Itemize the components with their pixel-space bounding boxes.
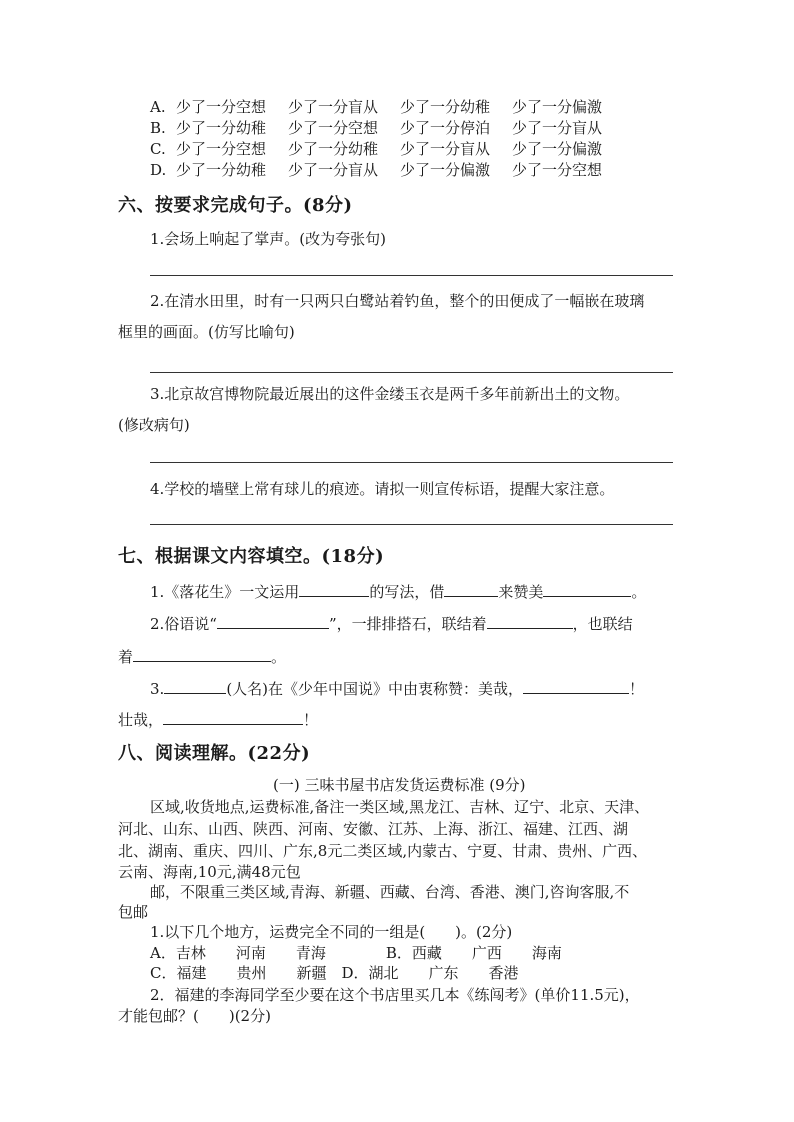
reading-paragraph-line: 河北、山东、山西、陕西、河南、安徽、江苏、上海、浙江、福建、江西、湖 — [118, 820, 629, 838]
fill-blank[interactable] — [133, 645, 271, 662]
reading-paragraph-line: 邮，不限重三类区域,青海、新疆、西藏、台湾、香港、澳门,咨询客服,不 — [150, 883, 630, 901]
section-6-question-3-line-1: 3.北京故宫博物院最近展出的这件金缕玉衣是两千多年前新出土的文物。 — [150, 385, 630, 403]
option-label: B. — [150, 119, 166, 137]
section-7-question-3-line-2 — [118, 708, 318, 730]
option-label: D. — [150, 161, 167, 179]
question-text: 壮哉， — [118, 711, 164, 729]
reading-question-2-line-1: 2．福建的李海同学至少要在这个书店里买几本《练闯考》(单价11.5元)， — [150, 986, 640, 1004]
question-text: ”，一排排搭石，联结着 — [328, 615, 487, 633]
fill-blank[interactable] — [523, 677, 629, 694]
option-item: 少了一分停泊 — [400, 119, 491, 137]
section-6-question-2-line-1: 2.在清水田里，时有一只两只白鹭站着钓鱼，整个的田便成了一幅嵌在玻璃 — [150, 292, 645, 310]
option-row-d — [150, 159, 602, 180]
question-text: 。 — [631, 583, 647, 601]
reading-paragraph-line: 区域,收货地点,运费标准,备注一类区域,黑龙江、吉林、辽宁、北京、天津、 — [150, 798, 650, 816]
option-row-c — [150, 138, 602, 159]
section-6-question-4: 4.学校的墙壁上常有球儿的痕迹。请拟一则宣传标语，提醒大家注意。 — [150, 480, 615, 498]
section-7-question-1 — [150, 580, 646, 602]
answer-line[interactable] — [150, 372, 673, 373]
option-row-a — [150, 96, 602, 117]
reading-subtitle: (一) 三味书屋书店发货运费标准 (9分) — [273, 776, 526, 794]
reading-question-2-line-2: 才能包邮？( )(2分) — [118, 1007, 271, 1025]
option-label: C. — [150, 140, 166, 158]
option-item: 少了一分空想 — [176, 98, 267, 116]
question-text: 2.俗语说“ — [150, 615, 217, 633]
section-6-question-3-line-2: (修改病句) — [118, 416, 190, 434]
fill-blank[interactable] — [163, 708, 303, 725]
option-item: 少了一分偏激 — [512, 98, 603, 116]
fill-blank[interactable] — [487, 612, 573, 629]
option-item: 少了一分盲从 — [400, 140, 491, 158]
option-row-b — [150, 117, 602, 138]
fill-blank[interactable] — [217, 612, 329, 629]
option-item: 少了一分盲从 — [512, 119, 603, 137]
reading-question-1-options-cd: C．福建 贵州 新疆 D．湖北 广东 香港 — [150, 964, 519, 982]
question-text: ！ — [629, 680, 645, 698]
reading-question-1-options-ab: A．吉林 河南 青海 B．西藏 广西 海南 — [150, 944, 562, 962]
question-text: ！ — [303, 711, 319, 729]
question-text: 3. — [150, 680, 165, 698]
option-item: 少了一分偏激 — [512, 140, 603, 158]
reading-paragraph-line: 北、湖南、重庆、四川、广东,8元二类区域,内蒙古、宁夏、甘肃、贵州、广西、 — [118, 842, 648, 860]
reading-paragraph-line: 云南、海南,10元,满48元包 — [118, 863, 301, 881]
option-item: 少了一分盲从 — [288, 98, 379, 116]
question-text: 来赞美 — [498, 583, 544, 601]
question-text: ，也联结 — [572, 615, 633, 633]
section-6-question-2-line-2: 框里的画面。(仿写比喻句) — [118, 323, 295, 341]
option-item: 少了一分幼稚 — [176, 161, 267, 179]
option-label: A. — [150, 98, 166, 116]
fill-blank[interactable] — [444, 580, 498, 597]
fill-blank[interactable] — [299, 580, 369, 597]
section-7-title: 七、根据课文内容填空。(18分) — [118, 546, 385, 567]
section-7-question-3-line-1 — [150, 677, 644, 699]
fill-blank[interactable] — [164, 677, 226, 694]
reading-paragraph-line: 包邮 — [118, 903, 149, 921]
option-item: 少了一分盲从 — [288, 161, 379, 179]
option-item: 少了一分空想 — [512, 161, 603, 179]
question-text: (人名)在《少年中国说》中由衷称赞：美哉， — [226, 680, 524, 698]
option-item: 少了一分空想 — [288, 119, 379, 137]
question-text: 。 — [271, 648, 287, 666]
question-text: 着 — [118, 648, 134, 666]
section-6-title: 六、按要求完成句子。(8分) — [118, 195, 353, 216]
reading-question-1: 1.以下几个地方，运费完全不同的一组是( )。(2分) — [150, 923, 513, 941]
section-8-title: 八、阅读理解。(22分) — [118, 743, 311, 764]
option-item: 少了一分幼稚 — [288, 140, 379, 158]
section-7-question-2-line-2 — [118, 645, 286, 667]
question-text: 1.《落花生》一文运用 — [150, 583, 300, 601]
answer-line[interactable] — [150, 462, 673, 463]
section-6-question-1: 1.会场上响起了掌声。(改为夸张句) — [150, 230, 387, 248]
option-item: 少了一分幼稚 — [176, 119, 267, 137]
section-7-question-2-line-1 — [150, 612, 633, 634]
question-text: 的写法，借 — [369, 583, 445, 601]
option-item: 少了一分幼稚 — [400, 98, 491, 116]
fill-blank[interactable] — [543, 580, 631, 597]
option-item: 少了一分偏激 — [400, 161, 491, 179]
answer-line[interactable] — [150, 524, 673, 525]
option-item: 少了一分空想 — [176, 140, 267, 158]
answer-line[interactable] — [150, 275, 673, 276]
